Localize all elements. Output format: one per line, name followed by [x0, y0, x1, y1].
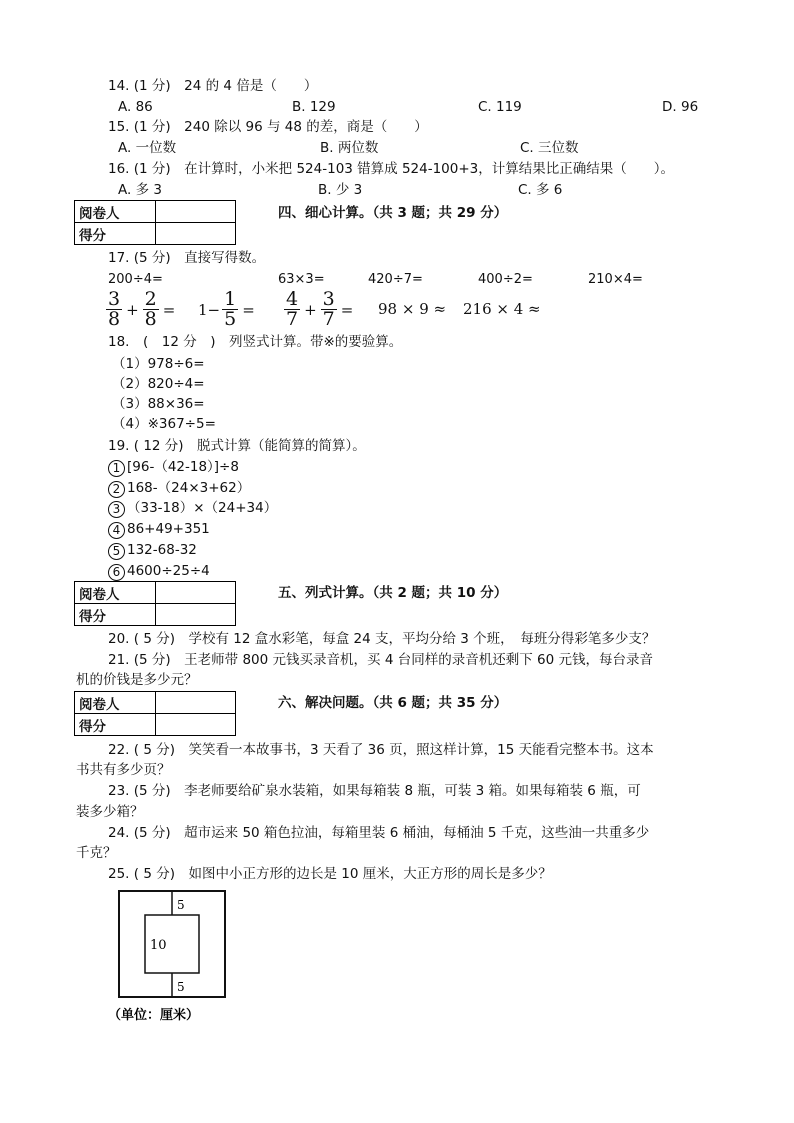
- one-minus: 1−: [198, 300, 221, 319]
- q16-option-a: A. 多 3: [118, 182, 162, 198]
- question-21-line-1: 21. (5 分) 王老师带 800 元钱买录音机，买 4 台同样的录音机还剩下 60 元钱，每台录音: [108, 652, 653, 668]
- q17-expr-3: 420÷7=: [368, 272, 423, 287]
- question-18-stem: 18. ( 12 分 ) 列竖式计算。带※的要验算。: [108, 334, 403, 350]
- circled-number: 2: [108, 481, 125, 498]
- grader-cell: [156, 692, 236, 714]
- grader-label: 阅卷人: [75, 582, 156, 604]
- grader-cell: [156, 201, 236, 223]
- q16-option-c: C. 多 6: [518, 182, 563, 198]
- score-cell: [156, 223, 236, 245]
- fraction-numerator: 3: [108, 288, 121, 310]
- question-14-stem: 14. (1 分) 24 的 4 倍是（ ）: [108, 78, 318, 94]
- q14-option-b: B. 129: [292, 99, 336, 115]
- fraction-denominator: 8: [108, 308, 121, 330]
- score-table-section-6: [74, 691, 236, 736]
- q15-option-c: C. 三位数: [520, 140, 579, 156]
- plus-sign: +: [304, 300, 317, 319]
- q19-item-1: [108, 458, 239, 477]
- section-4-heading: 四、细心计算。（共 3 题；共 29 分）: [278, 205, 508, 221]
- grader-label: 阅卷人: [75, 201, 156, 223]
- score-cell: [156, 714, 236, 736]
- section-5-heading: 五、列式计算。（共 2 题；共 10 分）: [278, 585, 508, 601]
- q17-estimate-2: 216 × 4 ≈: [463, 300, 541, 318]
- square-figure: [108, 886, 238, 1026]
- fraction-denominator: 7: [286, 308, 299, 330]
- question-22-line-2: 书共有多少页？: [76, 762, 171, 778]
- q19-item-5: [108, 541, 197, 560]
- fraction-denominator: 8: [144, 308, 157, 330]
- q19-expr: 86+49+351: [127, 521, 210, 537]
- q14-option-c: C. 119: [478, 99, 522, 115]
- fraction-numerator: 3: [322, 288, 335, 310]
- q19-item-2: [108, 479, 250, 498]
- q17-expr-2: 63×3=: [278, 272, 325, 287]
- question-15-stem: 15. (1 分) 240 除以 96 与 48 的差，商是（ ）: [108, 119, 428, 135]
- section-6-heading: 六、解决问题。（共 6 题；共 35 分）: [278, 695, 508, 711]
- fraction-numerator: 4: [286, 288, 299, 310]
- question-24-line-2: 千克？: [76, 845, 117, 861]
- q19-expr: [96-（42-18）]÷8: [127, 459, 239, 475]
- q19-item-4: [108, 520, 210, 539]
- score-label: 得分: [75, 223, 156, 245]
- fraction-numerator: 2: [144, 288, 157, 310]
- circled-number: 3: [108, 501, 125, 518]
- q17-expr-4: 400÷2=: [478, 272, 533, 287]
- q18-item-4: （4）※367÷5=: [112, 416, 216, 432]
- question-21-line-2: 机的价钱是多少元？: [76, 672, 198, 688]
- fraction-numerator: 1: [224, 288, 237, 310]
- score-table-section-4: [74, 200, 236, 245]
- q16-option-b: B. 少 3: [318, 182, 363, 198]
- grader-label: 阅卷人: [75, 692, 156, 714]
- q19-expr: 132-68-32: [127, 542, 197, 558]
- score-label: 得分: [75, 604, 156, 626]
- equals-sign: =: [162, 300, 176, 319]
- q15-option-a: A. 一位数: [118, 140, 177, 156]
- plus-sign: +: [126, 300, 139, 319]
- equals-sign: =: [242, 300, 255, 319]
- q17-fraction-sum-2: [284, 290, 357, 329]
- q14-option-d: D. 96: [662, 99, 699, 115]
- question-22-line-1: 22. ( 5 分) 笑笑看一本故事书，3 天看了 36 页，照这样计算，15 天能看完整本书。这本: [108, 742, 654, 758]
- q17-fraction-sum-1: [106, 290, 179, 329]
- question-23-line-1: 23. (5 分) 李老师要给矿泉水装箱，如果每箱装 8 瓶，可装 3 箱。如果每箱装 6 瓶，可: [108, 783, 641, 799]
- q17-estimate-1: 98 × 9 ≈: [378, 300, 447, 318]
- q17-expr-1: 200÷4=: [108, 272, 163, 287]
- q18-item-2: （2）820÷4=: [112, 376, 205, 392]
- grader-cell: [156, 582, 236, 604]
- q18-item-1: （1）978÷6=: [112, 356, 205, 372]
- q15-option-b: B. 两位数: [320, 140, 379, 156]
- q14-option-a: A. 86: [118, 99, 153, 115]
- equals-sign: =: [340, 300, 354, 319]
- q17-fraction-diff: [198, 290, 259, 329]
- fraction-denominator: 5: [224, 308, 237, 330]
- circled-number: 6: [108, 564, 125, 581]
- q18-item-3: （3）88×36=: [112, 396, 205, 412]
- score-label: 得分: [75, 714, 156, 736]
- score-cell: [156, 604, 236, 626]
- q19-expr: （33-18）×（24+34）: [127, 500, 278, 516]
- circled-number: 5: [108, 543, 125, 560]
- q19-expr: 4600÷25÷4: [127, 563, 210, 579]
- score-table-section-5: [74, 581, 236, 626]
- circled-number: 1: [108, 460, 125, 477]
- fraction-denominator: 7: [322, 308, 335, 330]
- unit-caption: （单位：厘米）: [108, 1008, 200, 1023]
- q19-item-6: [108, 562, 210, 581]
- q17-expr-5: 210×4=: [588, 272, 643, 287]
- question-19-stem: 19. ( 12 分) 脱式计算（能简算的简算）。: [108, 438, 366, 454]
- question-16-stem: 16. (1 分) 在计算时，小米把 524-103 错算成 524-100+3，计算结果比正确结果（ ）。: [108, 161, 675, 177]
- bottom-dimension-label: 5: [177, 980, 185, 994]
- q19-expr: 168-（24×3+62）: [127, 480, 251, 496]
- circled-number: 4: [108, 522, 125, 539]
- q19-item-3: [108, 499, 277, 518]
- question-25-stem: 25. ( 5 分) 如图中小正方形的边长是 10 厘米，大正方形的周长是多少？: [108, 866, 552, 882]
- question-20: 20. ( 5 分) 学校有 12 盒水彩笔，每盒 24 支，平均分给 3 个班， 每班分得彩笔多少支？: [108, 631, 656, 647]
- question-24-line-1: 24. (5 分) 超市运来 50 箱色拉油，每箱里装 6 桶油，每桶油 5 千克，这些油一共重多少: [108, 825, 650, 841]
- question-17-stem: 17. (5 分) 直接写得数。: [108, 250, 266, 266]
- question-23-line-2: 装多少箱？: [76, 804, 144, 820]
- small-square-side-label: 10: [150, 938, 167, 953]
- top-dimension-label: 5: [177, 898, 185, 912]
